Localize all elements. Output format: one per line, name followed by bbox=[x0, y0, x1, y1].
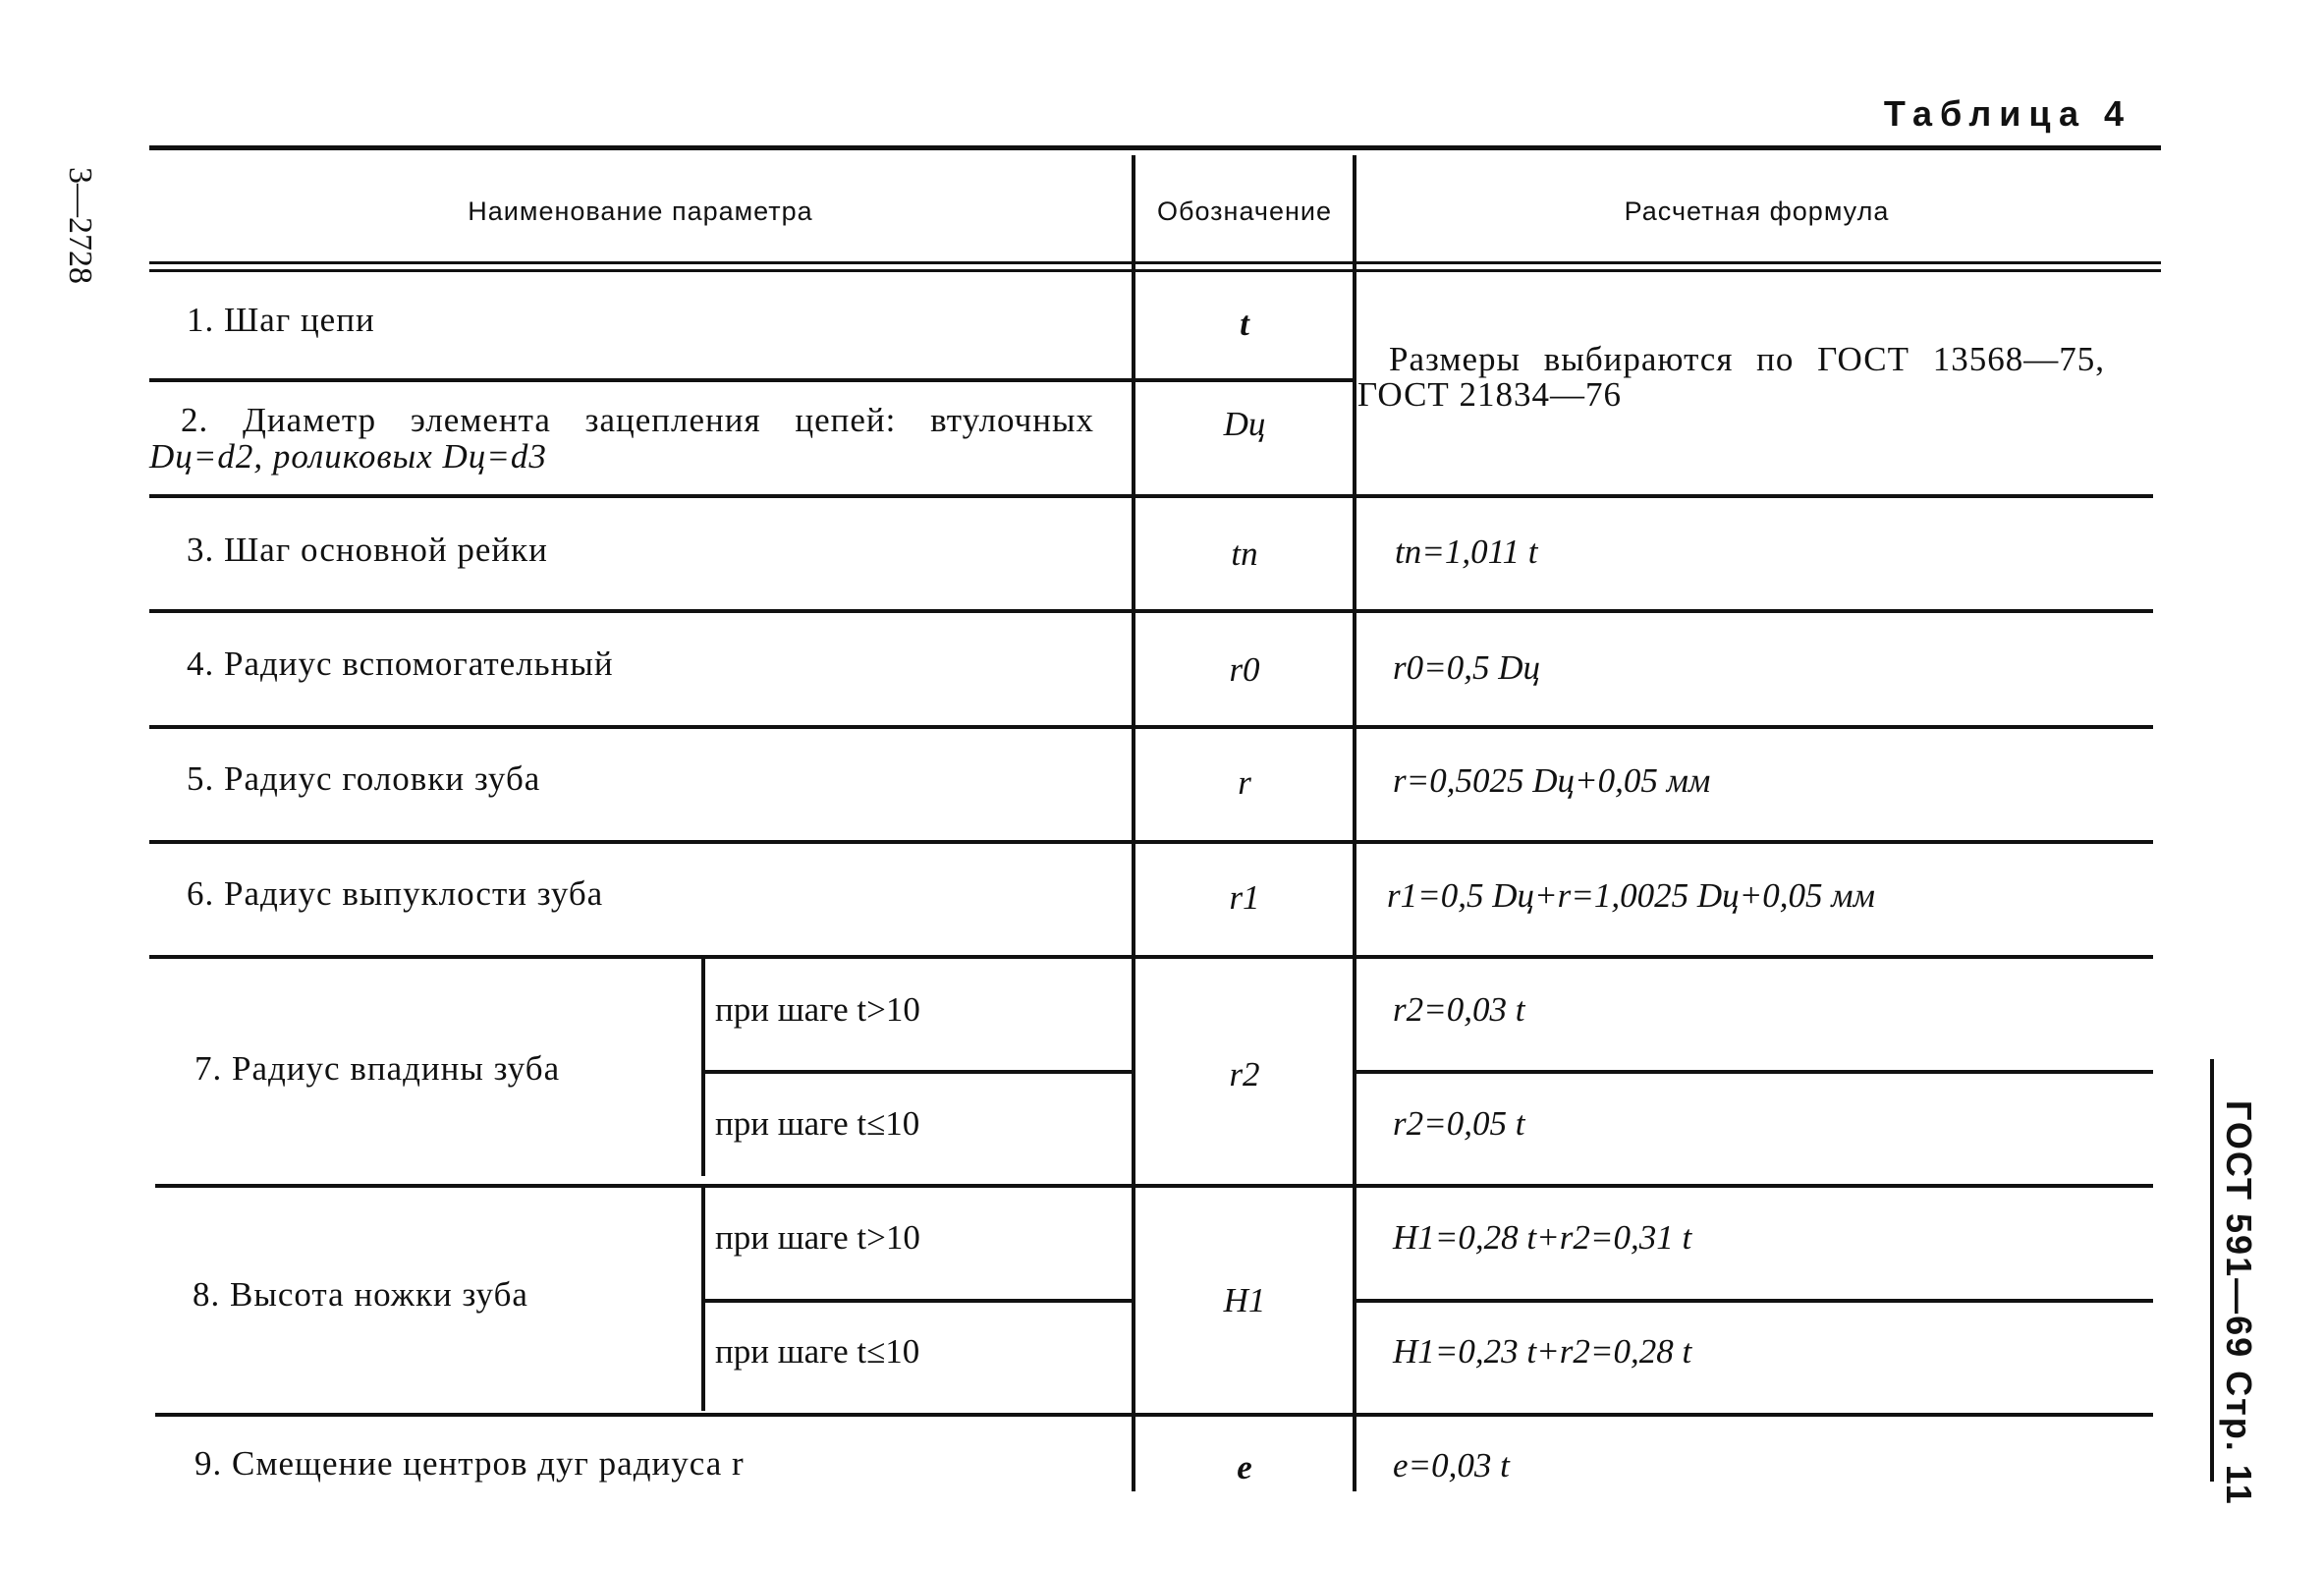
row7-formula1: r2=0,03 t bbox=[1393, 990, 1525, 1029]
row8-parameter: 8. Высота ножки зуба bbox=[193, 1275, 528, 1314]
merged-formula-line1: Размеры выбираются по ГОСТ 13568—75, bbox=[1389, 340, 2105, 378]
row2-parameter-line1: 2. Диаметр элемента зацепления цепей: втулочных bbox=[181, 401, 1094, 439]
row8-symbol: H1 bbox=[1223, 1281, 1266, 1319]
merged-formula-line2: ГОСТ 21834—76 bbox=[1357, 375, 1623, 414]
row8-formula2: H1=0,23 t+r2=0,28 t bbox=[1393, 1332, 1692, 1371]
row7-symbol: r2 bbox=[1229, 1055, 1260, 1093]
table-title: Таблица 4 bbox=[1883, 93, 2131, 134]
row5-formula: r=0,5025 Dц+0,05 мм bbox=[1393, 761, 1711, 800]
row6-parameter: 6. Радиус выпуклости зуба bbox=[187, 874, 604, 913]
row6-formula: r1=0,5 Dц+r=1,0025 Dц+0,05 мм bbox=[1387, 876, 1875, 915]
row3-symbol: tn bbox=[1231, 534, 1258, 573]
row2-parameter-line2: Dц=d2, роликовых Dц=d3 bbox=[149, 437, 547, 476]
row5-symbol: r bbox=[1238, 763, 1251, 802]
row4-symbol: r0 bbox=[1229, 650, 1260, 689]
row7-formula2: r2=0,05 t bbox=[1393, 1104, 1525, 1143]
margin-standard-page-label: ГОСТ 591—69 Стр. 11 bbox=[2219, 1100, 2259, 1506]
row7-sub2-condition: при шаге t≤10 bbox=[715, 1104, 920, 1143]
row9-formula: e=0,03 t bbox=[1393, 1446, 1510, 1485]
row3-parameter: 3. Шаг основной рейки bbox=[187, 531, 548, 569]
row5-parameter: 5. Радиус головки зуба bbox=[187, 759, 541, 798]
row4-formula: r0=0,5 Dц bbox=[1393, 648, 1541, 687]
row9-symbol: e bbox=[1237, 1448, 1252, 1486]
row1-symbol: t bbox=[1240, 305, 1249, 343]
row7-sub1-condition: при шаге t>10 bbox=[715, 990, 920, 1029]
header-symbol: Обозначение bbox=[1157, 196, 1332, 226]
margin-page-code: 3—2728 bbox=[62, 167, 98, 284]
row8-formula1: H1=0,28 t+r2=0,31 t bbox=[1393, 1218, 1692, 1257]
row1-parameter: 1. Шаг цепи bbox=[187, 301, 375, 339]
header-parameter-name: Наименование параметра bbox=[468, 196, 813, 226]
row2-symbol: Dц bbox=[1223, 405, 1266, 443]
margin-right-rule bbox=[2210, 1059, 2214, 1482]
row8-sub2-condition: при шаге t≤10 bbox=[715, 1332, 920, 1371]
row6-symbol: r1 bbox=[1229, 878, 1260, 917]
row9-parameter: 9. Смещение центров дуг радиуса r bbox=[194, 1444, 745, 1483]
row7-parameter: 7. Радиус впадины зуба bbox=[194, 1049, 561, 1088]
row3-formula: tn=1,011 t bbox=[1395, 532, 1538, 571]
row8-sub1-condition: при шаге t>10 bbox=[715, 1218, 920, 1257]
row4-parameter: 4. Радиус вспомогательный bbox=[187, 644, 614, 683]
header-formula: Расчетная формула bbox=[1624, 196, 1890, 226]
